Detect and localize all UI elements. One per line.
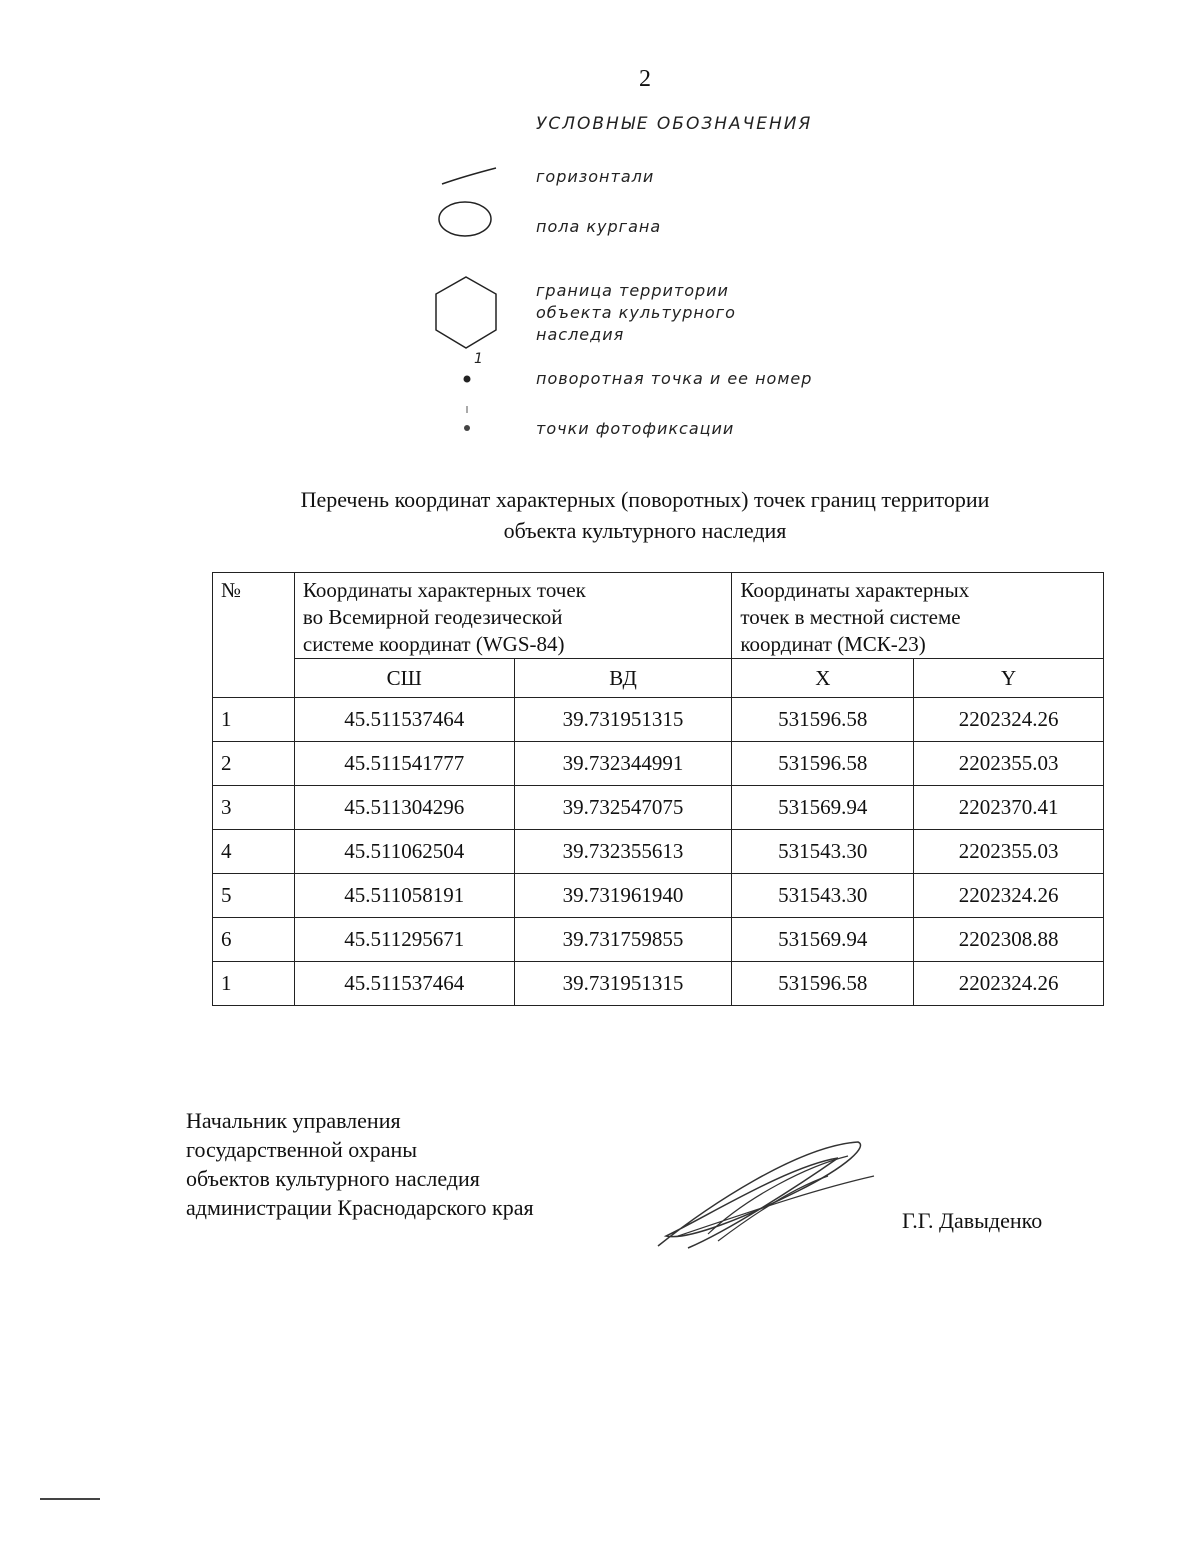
table-row — [213, 874, 1104, 918]
legend-photo-points-label: точки фотофиксации — [536, 419, 735, 438]
subheader-y: Y — [914, 659, 1104, 698]
longitude-cell: 39.731951315 — [514, 698, 732, 742]
msk-header-line-2: точек в местной системе — [740, 605, 961, 629]
msk-header-line-1: Координаты характерных — [740, 578, 970, 602]
photo-point-icon — [460, 404, 474, 434]
point-number: 1 — [213, 962, 295, 1006]
latitude-cell: 45.511058191 — [294, 874, 514, 918]
point-number: 5 — [213, 874, 295, 918]
y-cell: 2202355.03 — [914, 830, 1104, 874]
scan-edge-mark — [40, 1498, 100, 1500]
latitude-cell: 45.511062504 — [294, 830, 514, 874]
longitude-cell: 39.732355613 — [514, 830, 732, 874]
msk-header-line-3: координат (МСК-23) — [740, 632, 926, 656]
turn-point-dot-icon — [460, 372, 474, 386]
table-row — [213, 962, 1104, 1006]
legend-boundary-line-2: объекта культурного — [536, 303, 736, 322]
longitude-cell: 39.731759855 — [514, 918, 732, 962]
x-cell: 531596.58 — [732, 698, 914, 742]
point-number: 4 — [213, 830, 295, 874]
subheader-latitude: СШ — [294, 659, 514, 698]
list-title-line-1: Перечень координат характерных (поворотных) точек границ территории — [300, 487, 990, 512]
list-title-line-2: объекта культурного наследия — [503, 518, 787, 543]
coordinates-list-title — [0, 484, 1200, 546]
x-cell: 531543.30 — [732, 874, 914, 918]
point-number: 1 — [213, 698, 295, 742]
signer-position-line-3: объектов культурного наследия — [186, 1166, 480, 1191]
latitude-cell: 45.511304296 — [294, 786, 514, 830]
signer-position-line-1: Начальник управления — [186, 1108, 401, 1133]
wgs-header-line-3: системе координат (WGS-84) — [302, 632, 565, 656]
y-cell: 2202324.26 — [914, 874, 1104, 918]
latitude-cell: 45.511541777 — [294, 742, 514, 786]
x-cell: 531596.58 — [732, 742, 914, 786]
y-cell: 2202324.26 — [914, 698, 1104, 742]
longitude-cell: 39.731961940 — [514, 874, 732, 918]
legend-boundary-line-1: граница территории — [536, 281, 729, 300]
y-cell: 2202308.88 — [914, 918, 1104, 962]
contour-line-icon — [440, 164, 500, 188]
subheader-longitude: ВД — [514, 659, 732, 698]
subheader-x: X — [732, 659, 914, 698]
signer-name: Г.Г. Давыденко — [902, 1208, 1043, 1233]
y-cell: 2202355.03 — [914, 742, 1104, 786]
header-msk-group — [732, 573, 1104, 659]
handwritten-signature — [648, 1136, 878, 1256]
latitude-cell: 45.511295671 — [294, 918, 514, 962]
legend-contours-label: горизонтали — [536, 167, 655, 186]
longitude-cell: 39.732344991 — [514, 742, 732, 786]
table-row — [213, 786, 1104, 830]
table-row — [213, 830, 1104, 874]
legend-title: УСЛОВНЫЕ ОБОЗНАЧЕНИЯ — [536, 114, 813, 134]
coordinates-table — [212, 572, 1104, 1006]
legend-boundary-label — [536, 280, 736, 346]
longitude-cell: 39.731951315 — [514, 962, 732, 1006]
table-row — [213, 918, 1104, 962]
barrow-floor-ellipse-icon — [436, 198, 496, 240]
page-number: 2 — [639, 66, 651, 92]
longitude-cell: 39.732547075 — [514, 786, 732, 830]
boundary-hexagon-icon — [432, 274, 500, 352]
x-cell: 531569.94 — [732, 786, 914, 830]
header-wgs-group — [294, 573, 732, 659]
x-cell: 531543.30 — [732, 830, 914, 874]
table-row — [213, 742, 1104, 786]
x-cell: 531596.58 — [732, 962, 914, 1006]
legend-barrow-floor-label: пола кургана — [536, 217, 662, 236]
table-row — [213, 698, 1104, 742]
point-number: 3 — [213, 786, 295, 830]
legend-boundary-line-3: наследия — [536, 325, 625, 344]
y-cell: 2202370.41 — [914, 786, 1104, 830]
latitude-cell: 45.511537464 — [294, 962, 514, 1006]
signer-position-line-2: государственной охраны — [186, 1137, 418, 1162]
legend-turn-point-label: поворотная точка и ее номер — [536, 369, 813, 388]
signer-position-line-4: администрации Краснодарского края — [186, 1195, 534, 1220]
wgs-header-line-2: во Всемирной геодезической — [302, 605, 563, 629]
turn-point-number: 1 — [474, 351, 484, 367]
point-number: 2 — [213, 742, 295, 786]
latitude-cell: 45.511537464 — [294, 698, 514, 742]
header-number: № — [213, 573, 295, 698]
signer-position — [186, 1106, 534, 1222]
x-cell: 531569.94 — [732, 918, 914, 962]
wgs-header-line-1: Координаты характерных точек — [302, 578, 586, 602]
y-cell: 2202324.26 — [914, 962, 1104, 1006]
point-number: 6 — [213, 918, 295, 962]
